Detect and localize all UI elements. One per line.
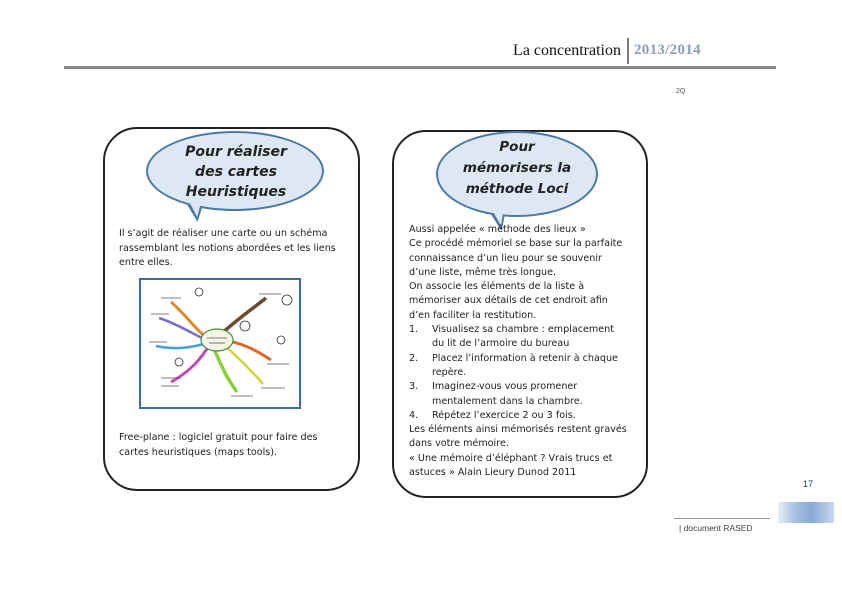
text-line: astuces » Alain Lieury Dunod 2011 <box>409 467 577 479</box>
text-line: rassemblant les notions abordées et les liens <box>119 242 336 254</box>
footer-source: | document RASED <box>679 523 753 533</box>
text-line: d’en faciliter la restitution. <box>409 309 537 321</box>
step-continuation: repère. <box>432 366 467 378</box>
heading-line: Pour réaliser <box>185 144 287 160</box>
step-text: Répétez l’exercice 2 ou 3 fois. <box>432 409 576 421</box>
step-continuation: mentalement dans la chambre. <box>432 395 583 407</box>
list-item <box>409 409 639 423</box>
mind-map-image <box>139 278 301 409</box>
text-line: cartes heuristiques (maps tools). <box>119 446 278 458</box>
text-line: Free-plane : logiciel gratuit pour faire des <box>119 432 318 443</box>
list-item <box>409 380 639 394</box>
text-line: Il s’agit de réaliser une carte ou un schéma <box>119 228 328 239</box>
text-line: Aussi appelée « méthode des lieux » <box>409 224 586 235</box>
step-number: 2. <box>409 352 419 364</box>
step-continuation: du lit de l’armoire du bureau <box>432 338 570 350</box>
heading-line: Pour <box>499 139 535 155</box>
list-item <box>409 323 639 337</box>
text-line: entre elles. <box>119 257 173 269</box>
step-number: 1. <box>409 324 419 336</box>
header-separator <box>627 38 629 64</box>
loci-card-heading <box>450 137 584 200</box>
text-line: connaissance d’un lieu pour se souvenir <box>409 252 602 264</box>
list-item <box>409 352 639 366</box>
footer-decoration <box>778 502 834 523</box>
heading-line: méthode Loci <box>465 181 569 197</box>
text-line: dans votre mémoire. <box>409 438 509 450</box>
school-year: 2013/2014 <box>634 42 701 58</box>
heading-line: des cartes <box>195 164 277 180</box>
page-number: 17 <box>803 479 814 489</box>
step-number: 3. <box>409 381 419 393</box>
heading-line: Heuristiques <box>185 184 287 200</box>
text-line: « Une mémoire d’éléphant ? Vrais trucs et <box>409 452 613 464</box>
heuristic-card-heading <box>166 142 306 202</box>
step-number: 4. <box>409 409 419 421</box>
header-small-mark: 2Q <box>676 88 686 95</box>
freeplane-note <box>119 431 351 460</box>
loci-method-text <box>409 223 639 480</box>
heading-line: mémorisers la <box>462 160 572 176</box>
step-text: Imaginez-vous vous promener <box>432 381 578 393</box>
heuristic-intro-text <box>119 227 351 271</box>
text-line: Les éléments ainsi mémorisés restent gravés <box>409 424 627 436</box>
text-line: d’une liste, même très longue. <box>409 266 557 278</box>
footer-rule <box>674 518 770 519</box>
text-line: mémoriser aux détails de cet endroit afin <box>409 295 608 307</box>
text-line: On associe les éléments de la liste à <box>409 281 585 293</box>
step-text: Visualisez sa chambre : emplacement <box>432 324 615 336</box>
mind-map-illustration-icon <box>141 280 299 407</box>
step-text: Placez l’information à retenir à chaque <box>432 352 618 364</box>
header-rule <box>64 66 776 69</box>
text-line: Ce procédé mémoriel se base sur la parfaite <box>409 238 623 250</box>
document-title: La concentration <box>513 42 621 59</box>
